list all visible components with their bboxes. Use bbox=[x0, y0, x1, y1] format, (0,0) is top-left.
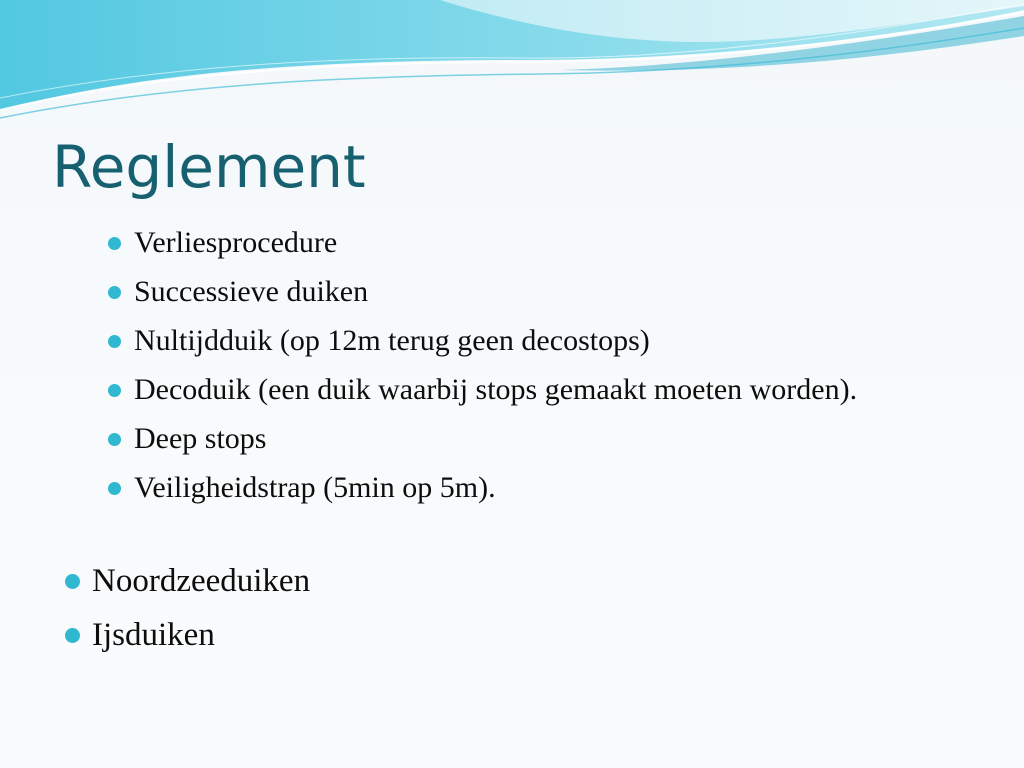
sub-bullet-list bbox=[104, 222, 904, 516]
list-item bbox=[62, 557, 862, 605]
wave-decoration bbox=[0, 0, 1024, 130]
list-item-text: Veiligheidstrap (5min op 5m). bbox=[134, 471, 496, 504]
list-item bbox=[104, 369, 904, 410]
list-item bbox=[104, 320, 904, 361]
bullet-icon bbox=[65, 628, 80, 643]
bullet-icon bbox=[65, 574, 80, 589]
bullet-icon bbox=[108, 335, 121, 348]
list-item-text: Nultijdduik (op 12m terug geen decostops) bbox=[134, 324, 650, 357]
bullet-icon bbox=[108, 384, 121, 397]
list-item-text: Verliesprocedure bbox=[134, 226, 338, 259]
bullet-icon bbox=[108, 433, 121, 446]
list-item bbox=[104, 418, 904, 459]
slide-title: Reglement bbox=[52, 133, 366, 201]
list-item bbox=[104, 271, 904, 312]
bullet-icon bbox=[108, 482, 121, 495]
list-item-text: Successieve duiken bbox=[134, 275, 369, 308]
list-item bbox=[104, 467, 904, 508]
list-item bbox=[62, 611, 862, 659]
bullet-icon bbox=[108, 286, 121, 299]
bullet-icon bbox=[108, 237, 121, 250]
list-item-text: Ijsduiken bbox=[92, 617, 215, 653]
list-item-text: Decoduik (een duik waarbij stops gemaakt moeten worden). bbox=[134, 373, 858, 406]
list-item bbox=[104, 222, 904, 263]
main-bullet-list bbox=[62, 557, 862, 665]
list-item-text: Deep stops bbox=[134, 422, 267, 455]
list-item-text: Noordzeeduiken bbox=[92, 563, 311, 599]
